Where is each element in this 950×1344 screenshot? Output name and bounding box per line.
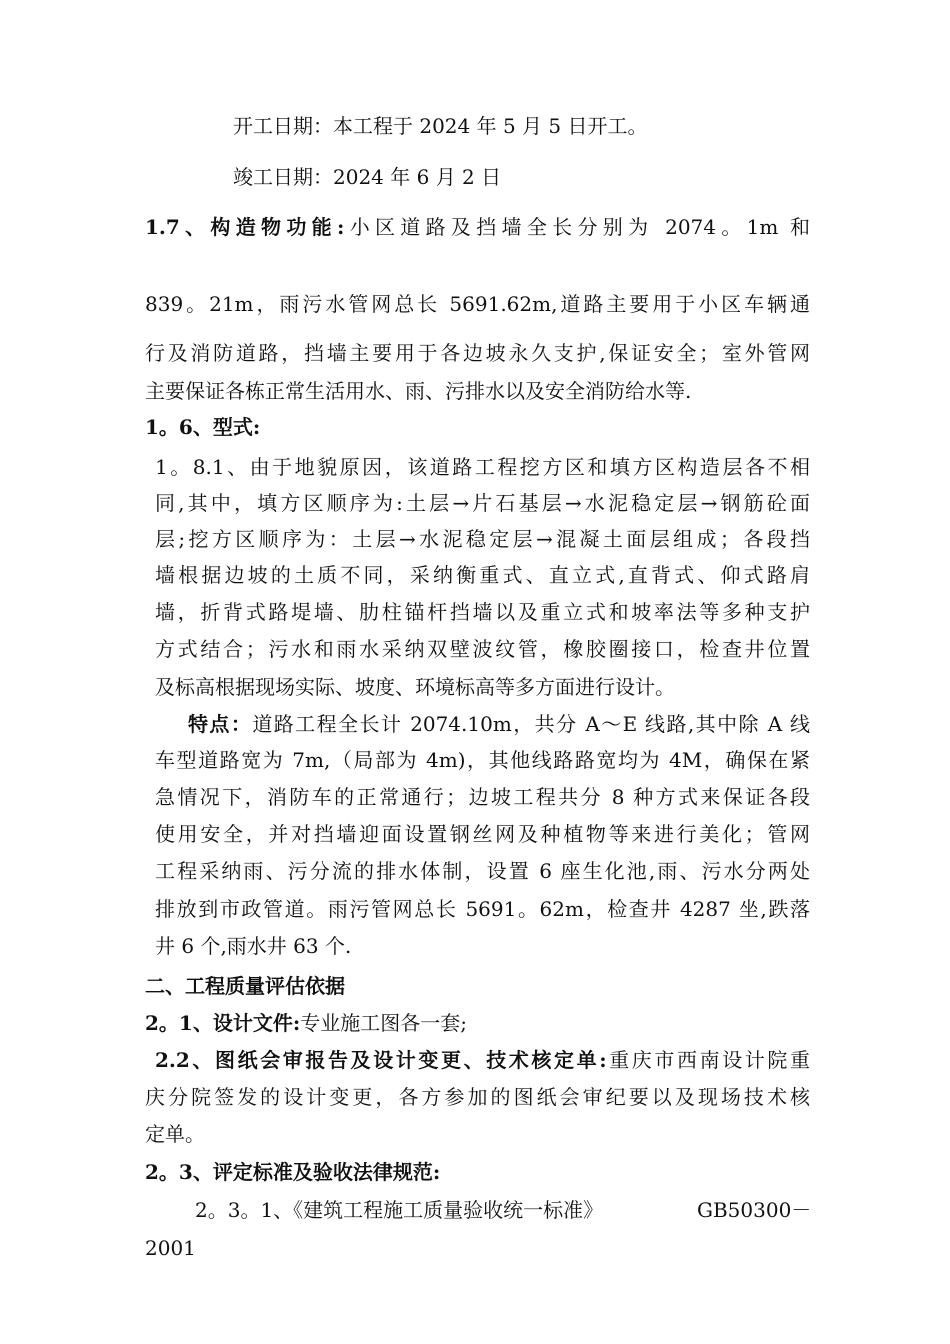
features-line-3: 急情况下，消防车的正常通行；边坡工程共分 8 种方式来保证各段: [155, 785, 810, 809]
section-1-6-line-4: 墙根据边坡的土质不同，采纳衡重式、直立式,直背式、仰式路肩: [155, 563, 810, 587]
section-2-3-1-code: GB50300－: [697, 1198, 812, 1222]
section-2-1-text: 专业施工图各一套;: [300, 1011, 467, 1035]
section-1-7-line-3: 行及消防道路，挡墙主要用于各边坡永久支护,保证安全；室外管网: [145, 341, 810, 365]
section-1-7-line-1: [145, 213, 810, 241]
section-2-2-line-1: [155, 1046, 810, 1074]
section-2-1-line: [145, 1009, 810, 1037]
section-2-2-text-1: 重庆市西南设计院重: [606, 1048, 810, 1072]
section-1-6-line-7: 及标高根据现场实际、坡度、环境标高等多方面进行设计。: [155, 675, 675, 699]
section-1-7-line-4: 主要保证各栋正常生活用水、雨、污排水以及安全消防给水等.: [145, 379, 692, 403]
section-1-7-text-1: 小区道路及挡墙全长分别为 2074。1m 和: [344, 215, 810, 239]
section-1-6-line-1: 1。8.1、由于地貌原因，该道路工程挖方区和填方区构造层各不相: [155, 455, 810, 479]
features-line-7: 井 6 个,雨水井 63 个.: [155, 934, 352, 958]
features-line-4: 使用安全，并对挡墙迎面设置钢丝网及种植物等来进行美化；管网: [155, 822, 810, 846]
section-1-7-heading: 1.7、构造物功能:: [145, 215, 345, 239]
section-1-6-line-3: 层;挖方区顺序为：土层→水泥稳定层→混凝土面层组成；各段挡: [155, 527, 810, 551]
features-text-1: 道路工程全长计 2074.10m，共分 A～E 线路,其中除 A 线: [252, 712, 811, 736]
section-2-3-1-text: 2。3。1、《建筑工程施工质量验收统一标准》: [195, 1198, 604, 1222]
features-line-2: 车型道路宽为 7m,（局部为 4m)，其他线路路宽均为 4M，确保在紧: [155, 748, 810, 772]
section-1-6-line-6: 方式结合；污水和雨水采纳双壁波纹管，橡胶圈接口，检查井位置: [155, 637, 810, 661]
section-2-2-line-3: 定单。: [145, 1122, 205, 1146]
section-1-6-line-5: 墙，折背式路堤墙、肋柱锚杆挡墙以及重立式和坡率法等多种支护: [155, 600, 810, 624]
section-2-3-heading: 2。3、评定标准及验收法律规范:: [145, 1160, 441, 1184]
start-date-line: 开工日期：本工程于 2024 年 5 月 5 日开工。: [233, 114, 648, 138]
features-line-6: 排放到市政管道。雨污管网总长 5691。62m，检查井 4287 坐,跌落: [155, 897, 810, 921]
features-line-5: 工程采纳雨、污分流的排水体制，设置 6 座生化池,雨、污水分两处: [155, 859, 810, 883]
section-2-2-label: 2.2、图纸会审报告及设计变更、技术核定单:: [155, 1048, 607, 1072]
features-line-1: [188, 710, 810, 738]
finish-date-line: 竣工日期：2024 年 6 月 2 日: [233, 165, 502, 189]
section-1-7-line-2: 839。21m，雨污水管网总长 5691.62m,道路主要用于小区车辆通: [145, 292, 810, 316]
section-2-3-1-year: 2001: [145, 1236, 196, 1260]
section-2-1-label: 2。1、设计文件:: [145, 1011, 301, 1035]
section-2-2-line-2: 庆分院签发的设计变更，各方参加的图纸会审纪要以及现场技术核: [145, 1085, 810, 1109]
section-1-6-heading: 1。6、型式:: [145, 415, 261, 439]
section-2-heading: 二、工程质量评估依据: [145, 974, 345, 998]
features-label: 特点：: [188, 712, 253, 736]
section-1-6-line-2: 同,其中，填方区顺序为:土层→片石基层→水泥稳定层→钢筋砼面: [155, 491, 810, 515]
